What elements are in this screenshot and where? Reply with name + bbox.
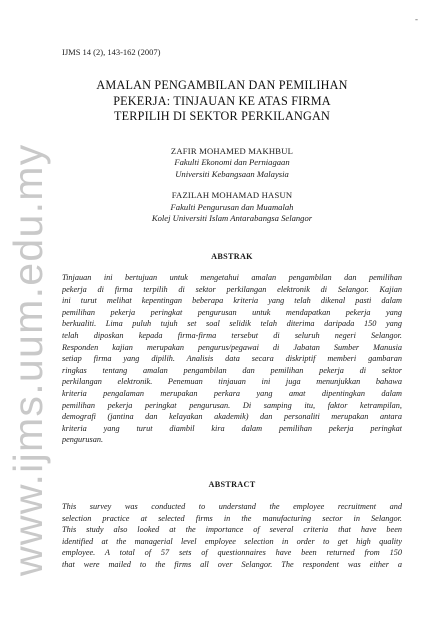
- abstrak-line: Tinjauan ini bertujuan untuk mengetahui amalan pengambilan dan pemilihan: [62, 273, 402, 282]
- author-affiliation: Universiti Kebangsaan Malaysia: [175, 168, 289, 179]
- title-line: TERPILIH DI SEKTOR PERKILANGAN: [113, 109, 330, 123]
- abstract-line: selection practice at selected firms in the manufacturing sector in Selangor.: [62, 513, 402, 523]
- author-affiliation: Kolej Universiti Islam Antarabangsa Selangor: [151, 213, 313, 224]
- abstract-line: This study also looked at the importance of several criteria that have been: [62, 525, 402, 535]
- abstrak-body: [62, 272, 402, 446]
- abstrak-line: kriteria yang turut diambil kira dalam pemilihan pekerja peringkat: [62, 423, 402, 433]
- abstrak-line: demografi (jantina dan kelayakan akademik) dan personaliti merupakan antara: [62, 412, 402, 422]
- abstrak-line: pemilihan pekerja peringkat pengurusan untuk mendapatkan pekerja yang: [62, 307, 402, 317]
- abstract-line: employee. A total of 57 sets of questionnaires have been returned from 150: [62, 548, 402, 558]
- abstract-heading: ABSTRACT: [208, 480, 256, 489]
- abstrak-line: pekerja di firma terpilih di sektor perkilangan elektronik di Selangor. Kajian: [62, 284, 402, 294]
- abstrak-line: pemilihan pekerja peringkat pengurusan. Di samping itu, faktor ketrampilan,: [62, 400, 402, 410]
- author-affiliation: Fakulti Pengurusan dan Muamalah: [170, 201, 294, 212]
- author-block: [62, 146, 402, 180]
- author-affiliation: Fakulti Ekonomi dan Perniagaan: [174, 157, 290, 168]
- abstrak-line: ini turut melihat kepentingan beberapa kriteria yang telah dikenal pasti dalam: [62, 296, 402, 306]
- abstrak-line: kriteria pengalaman merupakan perkara yang amat dipentingkan dalam: [62, 388, 402, 398]
- author-name: ZAFIR MOHAMED MAKHBUL: [170, 146, 294, 156]
- author-block: [62, 190, 402, 224]
- abstrak-line: setiap firma yang dipilih. Analisis data secara diskriptif memberi gambaran: [62, 354, 402, 364]
- abstrak-line: pengurusan.: [62, 435, 104, 445]
- page-corner-mark: -: [415, 14, 418, 24]
- abstrak-line: telah diposkan kepada firma-firma tersebut di seluruh negeri Selangor.: [62, 330, 402, 340]
- author-name: FAZILAH MOHAMAD HASUN: [171, 190, 293, 201]
- paper-title: [62, 78, 382, 125]
- abstrak-heading: ABSTRAK: [211, 252, 253, 261]
- author-list: [62, 146, 402, 234]
- journal-reference: IJMS 14 (2), 143-162 (2007): [62, 47, 161, 57]
- website-watermark: www.ijms.uum.edu.my: [5, 143, 51, 576]
- abstrak-line: perkilangan elektronik. Penemuan tinjauan ini juga menunjukkan bahawa: [62, 377, 402, 387]
- abstract-line: identified at the managerial level employee selection in order to get high quality: [62, 536, 402, 546]
- abstrak-line: ringkas tentang amalan pengambilan dan pemilihan pekerja di sektor: [62, 365, 402, 375]
- title-line: AMALAN PENGAMBILAN DAN PEMILIHAN: [96, 78, 348, 92]
- abstrak-line: Responden kajian merupakan pengurus/pegawai di Jabatan Sumber Manusia: [62, 342, 402, 352]
- abstract-body: [62, 501, 402, 571]
- abstract-line: This survey was conducted to understand the employee recruitment and: [62, 502, 402, 511]
- abstrak-line: berkualiti. Lima puluh tujuh set soal selidik telah diterima daripada 150 yang: [62, 319, 402, 329]
- abstract-line: that were mailed to the firms all over Selangor. The respondent was either a: [62, 559, 402, 569]
- title-line: PEKERJA: TINJAUAN KE ATAS FIRMA: [113, 93, 331, 108]
